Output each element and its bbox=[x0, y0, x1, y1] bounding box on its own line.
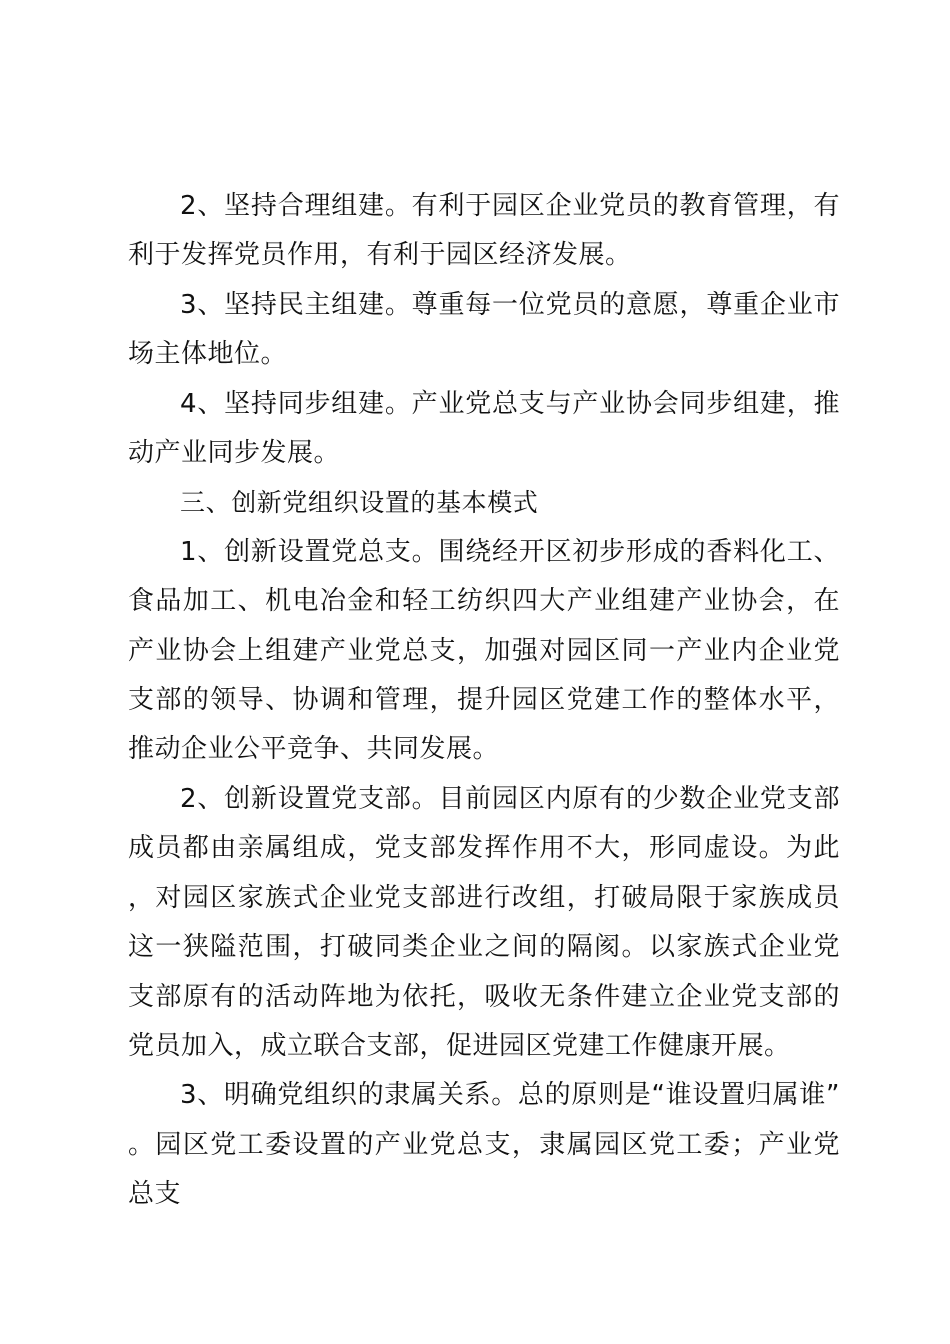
document-body bbox=[128, 182, 840, 1220]
paragraph-reasonable-formation: 2、坚持合理组建。有利于园区企业党员的教育管理，有利于发挥党员作用，有利于园区经济发展。 bbox=[128, 191, 840, 271]
paragraph-party-branch: 2、创新设置党支部。目前园区内原有的少数企业党支部成员都由亲属组成，党支部发挥作用不大，形同虚设。为此，对园区家族式企业党支部进行改组，打破局限于家族成员这一狭隘范围，打破同类企业之间的隔阂。以家族式企业党支部原有的活动阵地为依托，吸收无条件建立企业党支部的党员加入，成立联合支部，促进园区党建工作健康开展。 bbox=[128, 783, 840, 1061]
paragraph-affiliation: 3、明确党组织的隶属关系。总的原则是“谁设置归属谁”。园区党工委设置的产业党总支，隶属园区党工委；产业党总支 bbox=[128, 1080, 840, 1210]
paragraph-synchronous-formation: 4、坚持同步组建。产业党总支与产业协会同步组建，推动产业同步发展。 bbox=[128, 388, 840, 469]
paragraph-party-general-branch: 1、创新设置党总支。围绕经开区初步形成的香料化工、食品加工、机电冶金和轻工纺织四大产业组建产业协会，在产业协会上组建产业党总支，加强对园区同一产业内企业党支部的领导、协调和管理，提升园区党建工作的整体水平，推动企业公平竞争、共同发展。 bbox=[128, 536, 840, 765]
section-heading-basic-model: 三、创新党组织设置的基本模式 bbox=[180, 488, 539, 518]
paragraph-democratic-formation: 3、坚持民主组建。尊重每一位党员的意愿，尊重企业市场主体地位。 bbox=[128, 289, 840, 370]
